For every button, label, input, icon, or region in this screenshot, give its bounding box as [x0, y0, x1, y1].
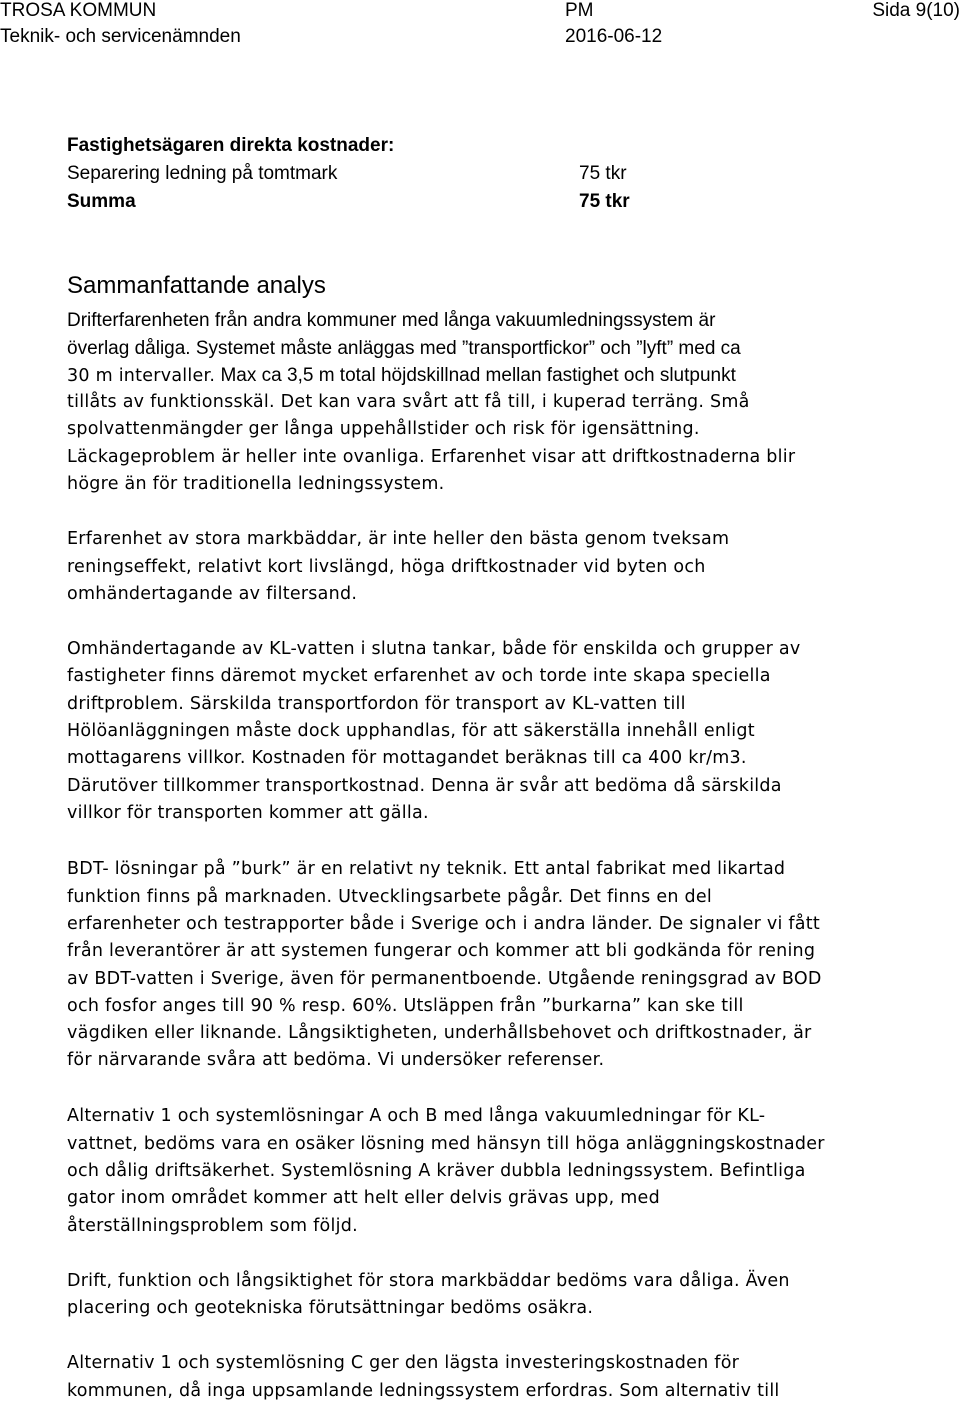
body-line: för närvarande svåra att bedöma. Vi undersöker referenser. [67, 1050, 605, 1070]
body-line: BDT- lösningar på ”burk” är en relativt ny teknik. Ett antal fabrikat med likartad [67, 859, 786, 879]
body-line: vägdiken eller liknande. Långsiktigheten, underhållsbehovet och driftkostnader, är [67, 1023, 812, 1043]
body-text: Max ca 3,5 m total höjdskillnad mellan fastighet och slutpunkt [215, 365, 736, 386]
body-line: spolvattenmängder ger långa uppehållstider och risk för igensättning. [67, 419, 700, 439]
body-line: överlag dåliga. Systemet måste anläggas med ”transportfickor” och ”lyft” med ca [67, 338, 741, 359]
body-line: villkor för transporten kommer att gälla. [67, 803, 429, 823]
body-line: Alternativ 1 och systemlösningar A och B med långa vakuumledningar för KL- [67, 1106, 766, 1126]
body-text: tillåts av funktionsskäl. [67, 392, 275, 412]
body-line: Drift, funktion och långsiktighet för stora markbäddar bedöms vara dåliga. Även [67, 1271, 790, 1291]
header-page-number: Sida 9(10) [872, 0, 960, 21]
body-line: funktion finns på marknaden. Utvecklingsarbete pågår. Det finns en del [67, 887, 713, 907]
body-line: Omhändertagande av KL-vatten i slutna tankar, både för enskilda och grupper av [67, 639, 801, 659]
body-line: Drifterfarenheten från andra kommuner med långa vakuumledningssystem är [67, 310, 716, 331]
header-date: 2016-06-12 [565, 26, 663, 47]
body-line: kommunen, då inga uppsamlande ledningssystem erfordras. Som alternativ till [67, 1381, 780, 1401]
costs-heading: Fastighetsägaren direkta kostnader: [67, 135, 395, 156]
section-title: Sammanfattande analys [67, 272, 326, 299]
body-line: återställningsproblem som följd. [67, 1216, 358, 1236]
header-org: TROSA KOMMUN [0, 0, 157, 21]
body-line: fastigheter finns däremot mycket erfarenhet av och torde inte skapa speciella [67, 666, 771, 686]
body-text: Läckageproblem är heller inte ovanliga. [67, 447, 425, 467]
body-line: Alternativ 1 och systemlösning C ger den lägsta investeringskostnaden för [67, 1353, 740, 1373]
cost-sum-value: 75 tkr [579, 191, 630, 212]
body-line: av BDT-vatten i Sverige, även för permanentboende. Utgående reningsgrad av BOD [67, 969, 822, 989]
body-line: mottagarens villkor. Kostnaden för mottagandet beräknas till ca 400 kr/m3. [67, 748, 747, 768]
body-line-mixed [67, 447, 795, 467]
body-line: och fosfor anges till 90 % resp. 60%. Utsläppen från ”burkarna” kan ske till [67, 996, 744, 1016]
body-text: Det kan vara svårt att få till, i kuperad terräng. Små [274, 392, 750, 412]
body-line: gator inom området kommer att helt eller delvis grävas upp, med [67, 1188, 660, 1208]
body-line: högre än för traditionella ledningssystem. [67, 474, 445, 494]
body-line: från leverantörer är att systemen fungerar och kommer att bli godkända för rening [67, 941, 816, 961]
body-line: reningseffekt, relativt kort livslängd, höga driftkostnader vid byten och [67, 557, 706, 577]
cost-item-label: Separering ledning på tomtmark [67, 163, 338, 184]
body-line-mixed [67, 392, 750, 412]
body-line: Hölöanläggningen måste dock upphandlas, för att säkerställa innehåll enligt [67, 721, 755, 741]
body-line: placering och geotekniska förutsättningar bedöms osäkra. [67, 1298, 594, 1318]
body-line: vattnet, bedöms vara en osäker lösning med hänsyn till höga anläggningskostnader [67, 1134, 825, 1154]
cost-item-value: 75 tkr [579, 163, 627, 184]
body-line: Därutöver tillkommer transportkostnad. Denna är svår att bedöma då särskilda [67, 776, 782, 796]
body-line: Erfarenhet av stora markbäddar, är inte heller den bästa genom tveksam [67, 529, 730, 549]
body-text: 30 m intervaller. [67, 366, 216, 386]
body-line: erfarenheter och testrapporter både i Sverige och i andra länder. De signaler vi fått [67, 914, 821, 934]
body-line: omhändertagande av filtersand. [67, 584, 358, 604]
body-line: och dålig driftsäkerhet. Systemlösning A kräver dubbla ledningssystem. Befintliga [67, 1161, 806, 1181]
body-text: Erfarenhet visar att driftkostnaderna blir [424, 447, 796, 467]
header-dept: Teknik- och servicenämnden [0, 26, 241, 47]
body-line: driftproblem. Särskilda transportfordon för transport av KL-vatten till [67, 694, 686, 714]
cost-sum-label: Summa [67, 191, 136, 212]
body-line-mixed [67, 365, 736, 387]
header-doc-type: PM [565, 0, 594, 21]
